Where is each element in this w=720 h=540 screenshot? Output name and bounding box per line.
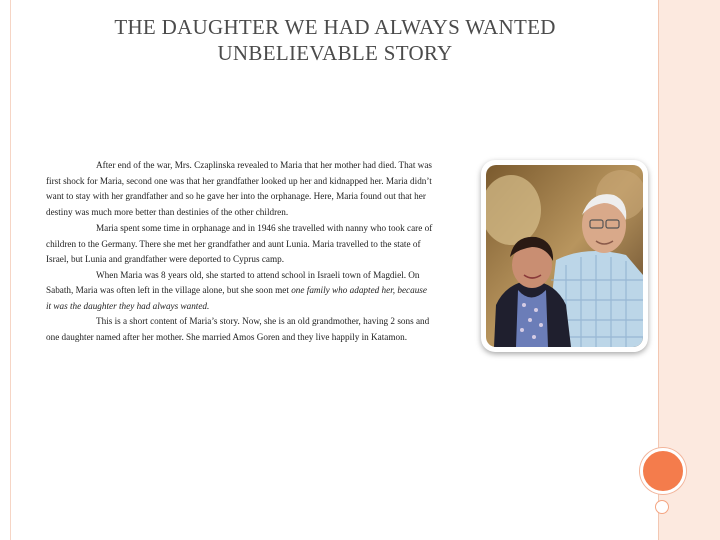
photo-frame (481, 160, 648, 352)
paragraph-2: Maria spent some time in orphanage and in 1946 she travelled with nanny who took care of children to the Germany. There she met her grandfather and aunt Lunia. Maria travelled to the state of Israel, but Lunia and grandfather were deported to Cyprus camp. (46, 223, 433, 264)
couple-photo (486, 165, 643, 347)
paragraph-4: This is a short content of Maria’s story. Now, she is an old grandmother, having 2 sons and one daughter named after her mother. She married Amos Goren and they live happily in Katamon. (46, 316, 430, 342)
title-line-2: UNBELIEVABLE STORY (217, 41, 453, 65)
couple-photo-illustration (486, 165, 643, 347)
paragraph-3 (46, 268, 434, 315)
small-circle-ornament (655, 500, 669, 514)
slide-title (40, 14, 630, 66)
orange-circle-ornament (640, 448, 686, 494)
paragraph-3-text: When Maria was 8 years old, she started to attend school in Israeli town of Magdiel. On Sabath, Maria was often left in the village alone, but she soon met (46, 269, 420, 295)
paragraph-3-italic: one family who adapted her, because it was the daughter they had always wanted. (46, 285, 427, 311)
title-line-1: THE DAUGHTER WE HAD ALWAYS WANTED (114, 15, 556, 39)
paragraph-1: After end of the war, Mrs. Czaplinska revealed to Maria that her mother had died. That was first shock for Maria, second one was that her grandfather looked up her and kidnapped her. Maria didn’t want to stay with her grandfather and so he gave her into the orphanage. Here, Maria found out that her destiny was much more better than destinies of the other children. (46, 160, 432, 217)
story-text (46, 158, 434, 345)
left-border-line (10, 0, 11, 540)
